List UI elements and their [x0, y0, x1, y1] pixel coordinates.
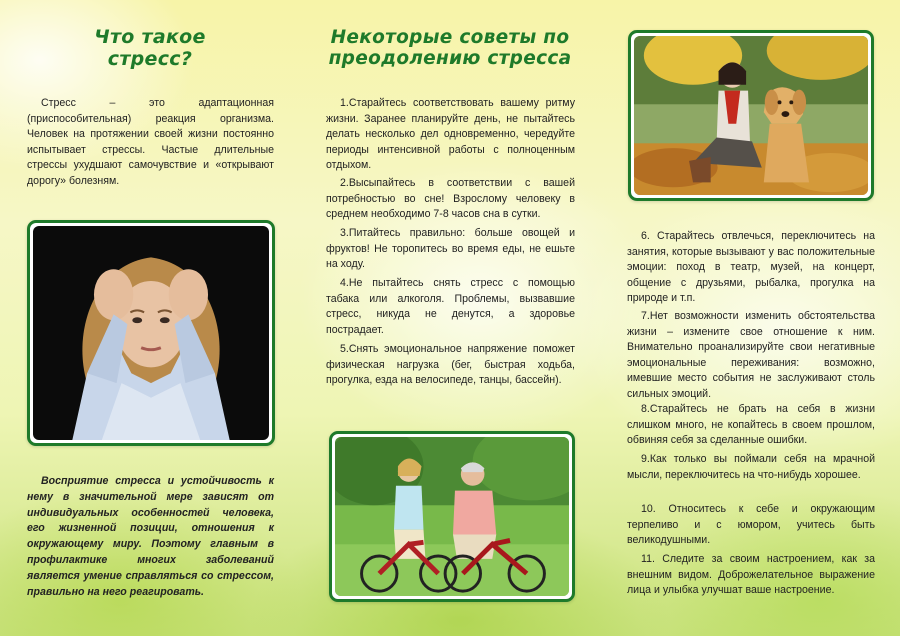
middle-title: [310, 27, 590, 70]
tip-5: 5.Снять эмоциональное напряжение поможет физическая нагрузка (бег, быстрая ходьба, прогулка, езда на велосипеде, танцы, бассейн).: [326, 343, 575, 387]
tip-6: 6. Старайтесь отвлечься, переключитесь на занятия, которые вызывают у вас положительные эмоции: поход в театр, музей, на концерт, общение с друзьями, рыбалка, прогулка на природе и т.п.: [627, 230, 875, 305]
tip-3: 3.Питайтесь правильно: больше овощей и фруктов! Не торопитесь во время еды, не ешьте на ходу.: [326, 227, 575, 271]
tip-4: 4.Не пытайтесь снять стресс с помощью табака или алкоголя. Проблемы, вызвавшие стресс, никуда не денутся, а здоровье пострадает.: [326, 277, 575, 336]
tip-7: 7.Нет возможности изменить обстоятельства жизни – измените свое отношение к ним. Внимательно проанализируйте свои негативные эмоциональные переживания: возможно, имевшие место события не заслуживают столь сильных эмоций.: [627, 310, 875, 400]
left-title-line2: стресс?: [107, 47, 193, 70]
stress-conclusion: Восприятие стресса и устойчивость к нему в значительной мере зависят от индивидуальных особенностей человека, его жизненной позиции, отношения к окружающему миру. Поэтому главным в профилактике многих заболеваний является умение справляться со стрессом, правильно на него реагировать.: [27, 475, 274, 598]
tip-9: 9.Как только вы поймали себя на мрачной мысли, переключитесь на что-нибудь хорошее.: [627, 453, 875, 481]
tip-10: 10. Относитесь к себе и окружающим терпеливо и с юмором, учитесь быть великодушными.: [627, 503, 875, 547]
right-panel: [600, 0, 900, 636]
left-title-line1: Что такое: [94, 26, 206, 48]
cyclists-photo: [329, 431, 575, 602]
stressed-woman-photo: [27, 220, 275, 446]
tip-2: 2.Высыпайтесь в соответствии с вашей потребностью во сне! Взрослому человеку в среднем необходимо 7-8 часов сна в сутки.: [326, 177, 575, 221]
tip-8: 8.Старайтесь не брать на себя в жизни слишком много, не копайтесь в своем прошлом, обвиняя себя за сделанные ошибки.: [627, 403, 875, 447]
left-panel: [0, 0, 300, 636]
middle-panel: [300, 0, 600, 636]
tip-11: 11. Следите за своим настроением, как за внешним видом. Доброжелательное выражение лица и улыбка улучшат ваше настроение.: [627, 553, 875, 597]
tip-1: 1.Старайтесь соответствовать вашему ритму жизни. Заранее планируйте день, не пытайтесь делать несколько дел одновременно, чередуйте периоды интенсивной работы с полноценным отдыхом.: [326, 97, 575, 172]
stress-definition: Стресс – это адаптационная (приспособительная) реакция организма. Человек на протяжении своей жизни постоянно испытывает стрессы. Частые длительные стрессы ухудшают самочувствие и «открывают дорогу» болезням.: [27, 97, 274, 187]
woman-with-dog-photo: [628, 30, 874, 201]
stressed-woman-image: [33, 226, 269, 440]
woman-with-dog-image: [634, 36, 868, 195]
cyclists-image: [335, 437, 569, 596]
middle-title-line1: Некоторые советы по: [330, 27, 570, 48]
middle-title-line2: преодолению стресса: [328, 48, 572, 70]
left-title: [50, 27, 250, 71]
